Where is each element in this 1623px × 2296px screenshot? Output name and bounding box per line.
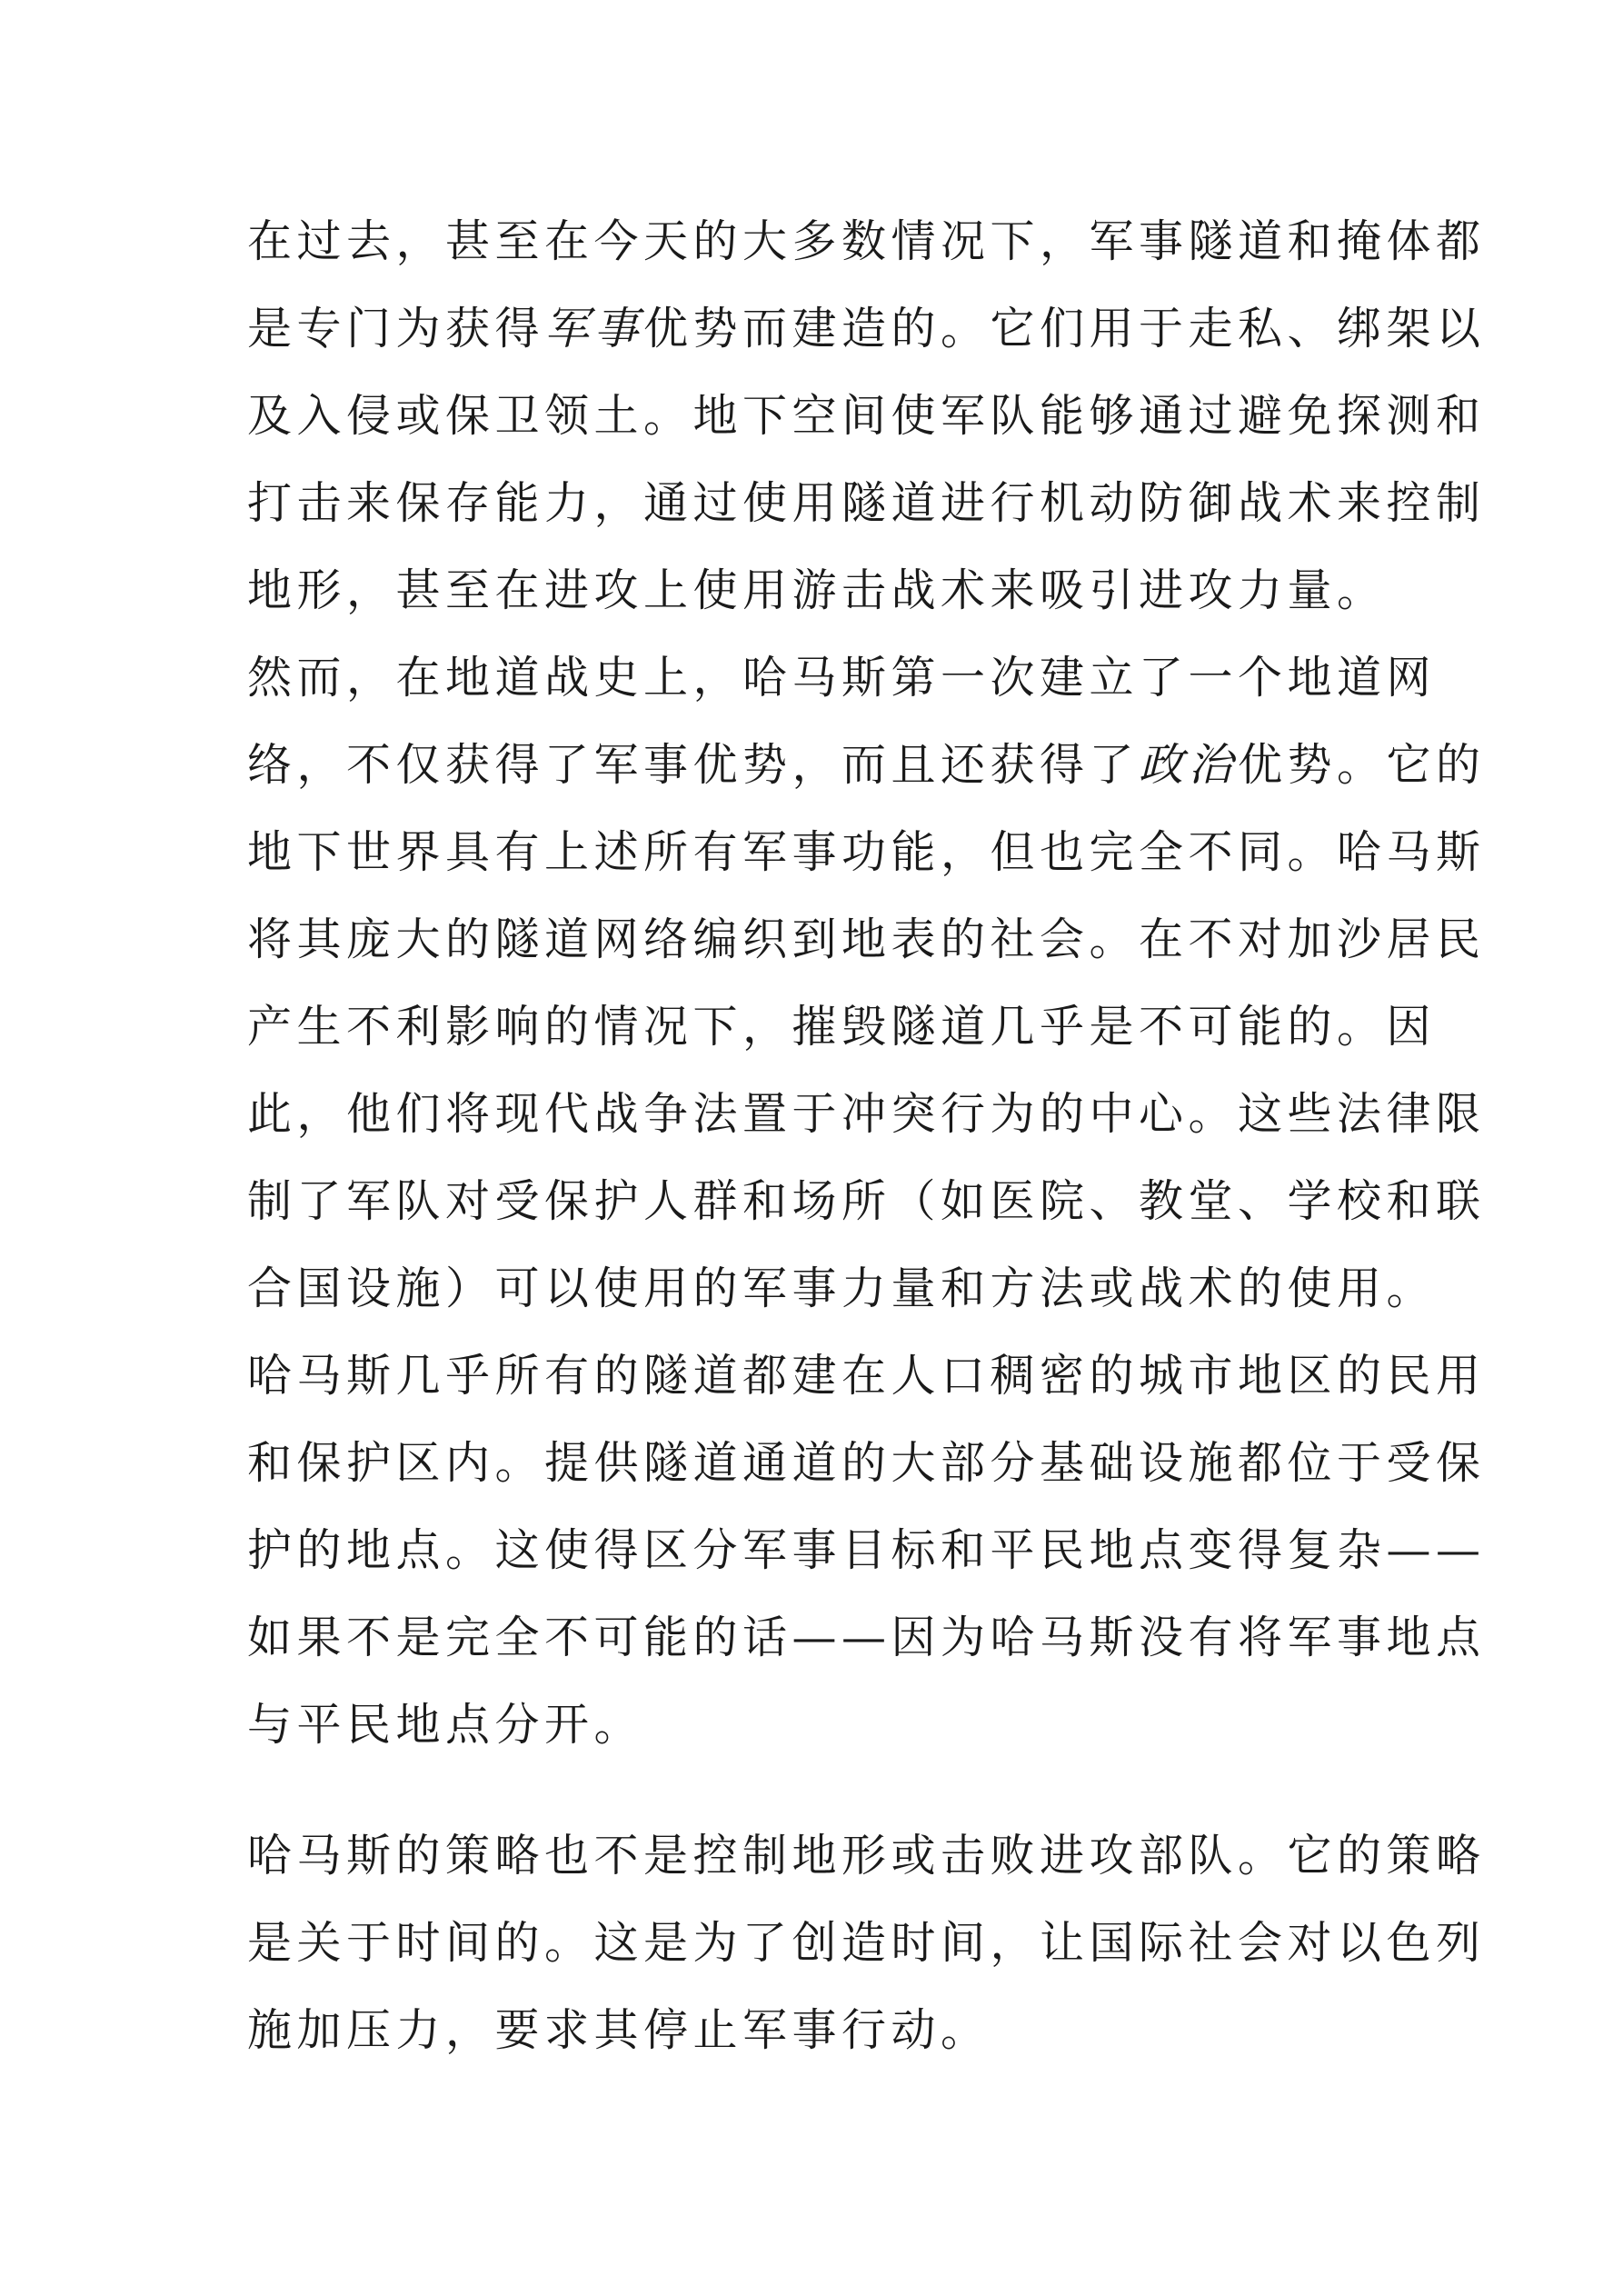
text-line [247, 460, 1486, 547]
text-line [247, 547, 1387, 634]
text-run: 是关于时间的。这是为了创造时间，让国际社会对以色列 [247, 1917, 1486, 1969]
text-line [247, 722, 1486, 809]
text-run: 然而，在地道战史上，哈马斯第一次建立了一个地道网 [247, 652, 1437, 704]
text-run: 产生不利影响的情况下，摧毁隧道几乎是不可能的。因 [247, 1001, 1437, 1053]
text-line [247, 1900, 1486, 1987]
text-line [247, 1594, 1486, 1682]
text-run: 合国设施）可以使用的军事力量和方法或战术的使用。 [247, 1263, 1437, 1314]
emphasized-text: 军事 [544, 303, 644, 354]
paragraph-1 [247, 198, 1486, 634]
text-run: 哈马斯的策略也不是控制地形或击败进攻部队。它的策略 [247, 1830, 1486, 1882]
text-run: 护的地点。这使得区分军事目标和平民地点变得复杂—— [247, 1524, 1486, 1576]
paragraph-4 [247, 1812, 1486, 2074]
text-run: 地形，甚至在进攻上使用游击战术来吸引进攻力量。 [247, 564, 1387, 616]
text-line [247, 809, 1486, 896]
paragraph-3 [247, 1333, 1486, 1769]
text-line [247, 373, 1486, 460]
text-line [247, 198, 1486, 285]
text-line [247, 1682, 1356, 1769]
paragraph-2 [247, 634, 1486, 1333]
text-run: 是专门为获得 [247, 303, 545, 354]
emphasized-text: 政治 [1139, 739, 1239, 791]
text-run: 哈马斯几乎所有的隧道都建在人口稠密的城市地区的民用 [247, 1350, 1486, 1402]
text-run: 如果不是完全不可能的话——因为哈马斯没有将军事地点 [247, 1612, 1486, 1663]
text-line [247, 1333, 1486, 1420]
text-run: 施加压力，要求其停止军事行动。 [247, 2004, 991, 2056]
text-run: 与平民地点分开。 [247, 1699, 644, 1751]
text-run: 打击来保存能力，通过使用隧道进行机动防御战术来控制 [247, 477, 1486, 529]
text-line [247, 1420, 1486, 1507]
text-run: 络，不仅获得了军事优势，而且还获得了 [247, 739, 1140, 791]
text-line [247, 285, 1486, 373]
text-line [247, 1812, 1486, 1900]
text-line [247, 1507, 1486, 1594]
text-line [247, 1245, 1437, 1333]
text-run: 将其庞大的隧道网络编织到地表的社会。在不对加沙居民 [247, 913, 1486, 965]
text-line [247, 1071, 1486, 1158]
text-run: 此，他们将现代战争法置于冲突行为的中心。这些法律限 [247, 1088, 1486, 1140]
text-line [247, 1987, 1356, 2074]
text-run: 及入侵或保卫领土。地下空间使军队能够通过避免探测和 [247, 390, 1486, 442]
text-line [247, 634, 1437, 722]
text-run: 优势。它的 [1238, 739, 1486, 791]
text-run: 在过去，甚至在今天的大多数情况下，军事隧道和掩体都 [247, 215, 1486, 267]
text-run: 地下世界具有上述所有军事功能，但也完全不同。哈马斯 [247, 826, 1486, 878]
text-run: 制了军队对受保护人群和场所（如医院、教堂、学校和联 [247, 1175, 1486, 1227]
text-line [247, 1158, 1486, 1245]
text-line [247, 896, 1486, 983]
text-run: 优势而建造的。它们用于走私、绑架以 [643, 303, 1486, 354]
text-run: 和保护区内。提供隧道通道的大部分基础设施都位于受保 [247, 1437, 1486, 1489]
text-line [247, 983, 1437, 1071]
